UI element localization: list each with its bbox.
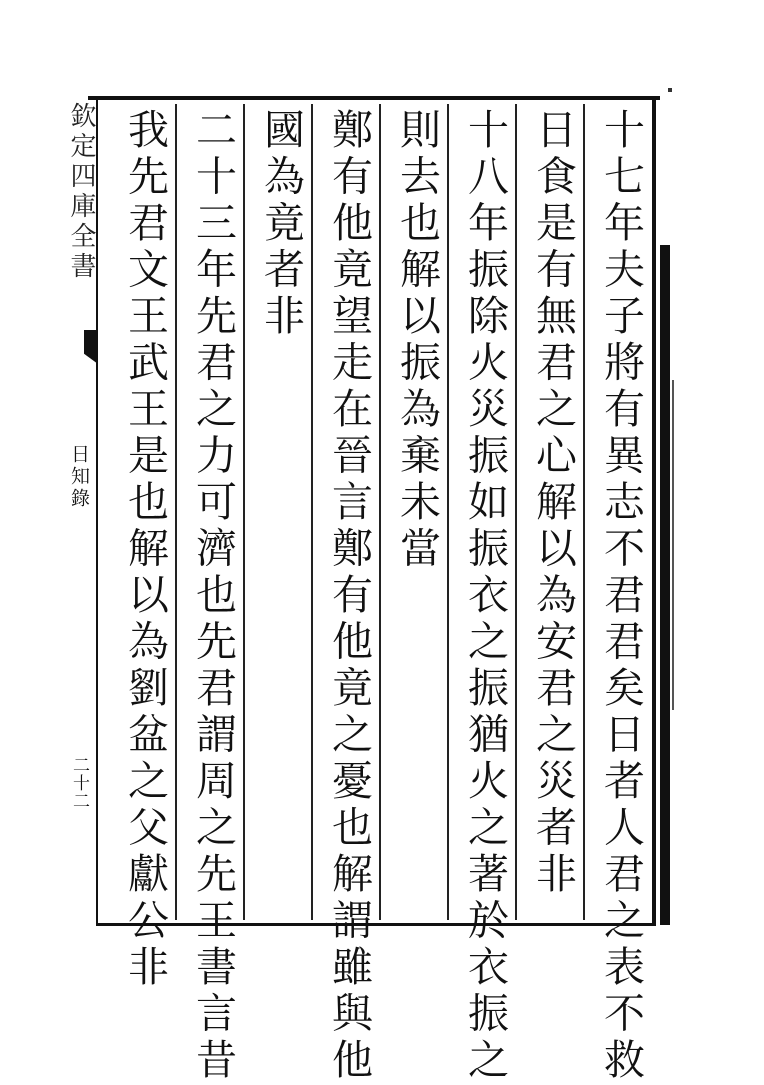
fish-tail-mark [84,330,98,364]
page-number: 二十二 [69,756,89,810]
column-divider [515,104,517,920]
text-column-6: 國為竟者非 [257,108,305,341]
collection-title: 欽定四庫全書 [66,102,96,282]
text-column-7: 二十三年先君之力可濟也先君謂周之先王書言昔 [189,108,237,1085]
column-divider [583,104,585,920]
book-title: 日知錄 [68,444,90,510]
gutter-border [96,100,98,926]
text-column-1: 十七年夫子將有異志不君君矣日者人君之表不救 [597,108,645,1085]
text-column-5: 鄭有他竟望走在晉言鄭有他竟之憂也解謂雖與他 [325,108,373,1085]
column-divider [447,104,449,920]
text-column-8: 我先君文王武王是也解以為劉盆之父獻公非 [121,108,169,992]
top-mark [668,88,672,92]
column-divider [175,104,177,920]
text-column-3: 十八年振除火災振如振衣之振猶火之著於衣振之 [461,108,509,1085]
text-column-2: 日食是有無君之心解以為安君之災者非 [529,108,577,899]
column-divider [379,104,381,920]
right-border-thin [672,380,674,710]
column-divider [311,104,313,920]
right-border-stripe [660,245,670,925]
column-divider [243,104,245,920]
text-column-4: 則去也解以振為棄未當 [393,108,441,573]
